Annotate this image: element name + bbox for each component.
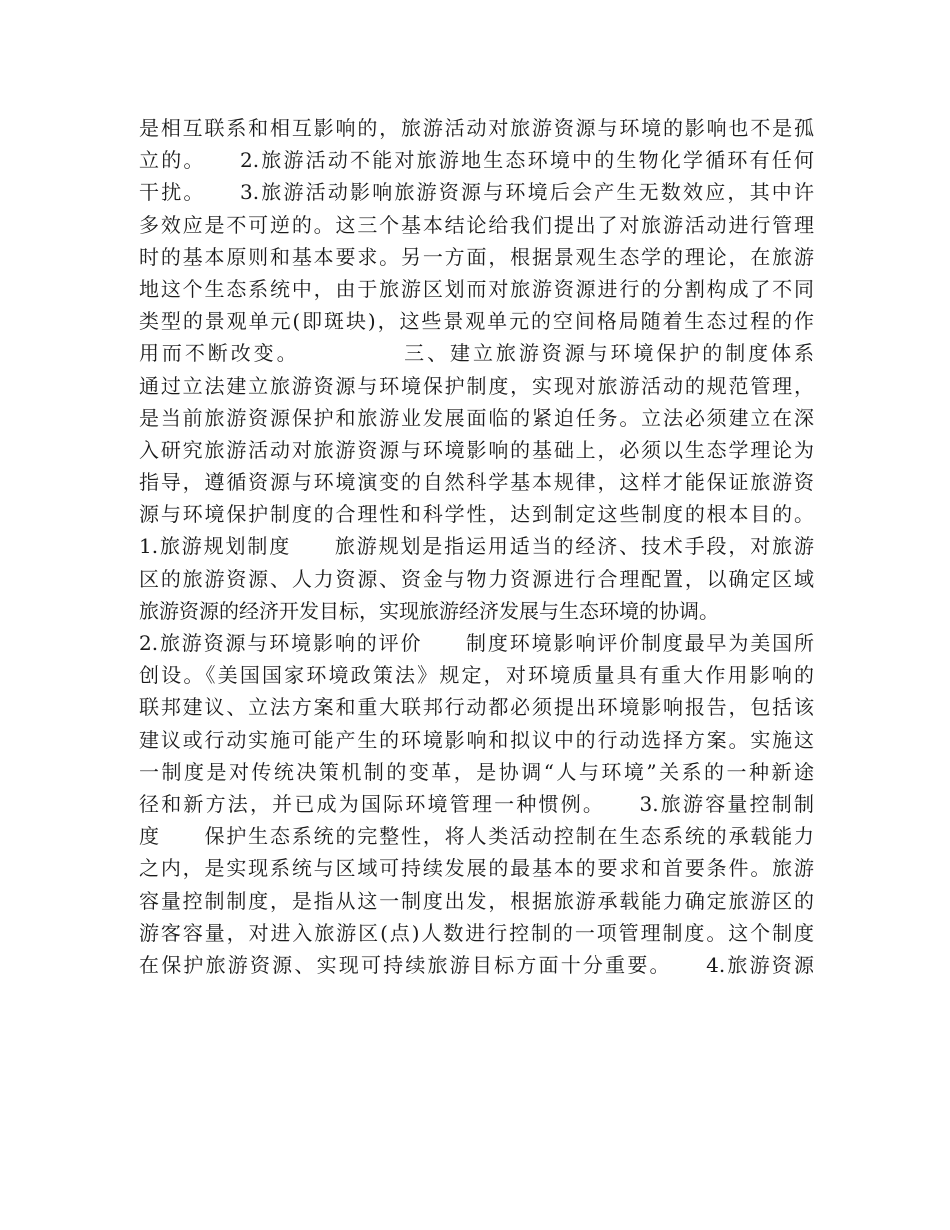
body-text bbox=[139, 112, 814, 981]
text-line: 通过立法建立旅游资源与环境保护制度，实现对旅游活动的规范管理， bbox=[139, 373, 814, 398]
text-line: 联邦建议、立法方案和重大联邦行动都必须提出环境影响报告，包括该 bbox=[139, 695, 814, 720]
text-line: 旅游资源的经济开发目标，实现旅游经济发展与生态环境的协调。 bbox=[139, 598, 719, 623]
text-line: 1.旅游规划制度 旅游规划是指运用适当的经济、技术手段，对旅游 bbox=[139, 534, 814, 559]
text-line: 地这个生态系统中，由于旅游区划而对旅游资源进行的分割构成了不同 bbox=[139, 276, 814, 301]
text-line: 游客容量，对进入旅游区(点)人数进行控制的一项管理制度。这个制度 bbox=[139, 920, 814, 945]
text-line: 建议或行动实施可能产生的环境影响和拟议中的行动选择方案。实施这 bbox=[139, 727, 814, 752]
text-line: 多效应是不可逆的。这三个基本结论给我们提出了对旅游活动进行管理 bbox=[139, 212, 814, 237]
text-line: 度 保护生态系统的完整性，将人类活动控制在生态系统的承载能力 bbox=[139, 824, 814, 849]
text-line: 入研究旅游活动对旅游资源与环境影响的基础上，必须以生态学理论为 bbox=[139, 437, 814, 462]
text-line: 类型的景观单元(即斑块)，这些景观单元的空间格局随着生态过程的作 bbox=[139, 309, 814, 334]
text-line: 是当前旅游资源保护和旅游业发展面临的紧迫任务。立法必须建立在深 bbox=[139, 405, 814, 430]
text-line: 容量控制制度，是指从这一制度出发，根据旅游承载能力确定旅游区的 bbox=[139, 888, 814, 913]
text-line: 用而不断改变。 三、建立旅游资源与环境保护的制度体系 bbox=[139, 341, 814, 366]
text-line: 源与环境保护制度的合理性和科学性，达到制定这些制度的根本目的。 bbox=[139, 502, 814, 527]
text-line: 时的基本原则和基本要求。另一方面，根据景观生态学的理论，在旅游 bbox=[139, 244, 814, 269]
text-line: 一制度是对传统决策机制的变革，是协调“人与环境”关系的一种新途 bbox=[139, 759, 814, 784]
text-line: 立的。 2.旅游活动不能对旅游地生态环境中的生物化学循环有任何 bbox=[139, 148, 814, 173]
text-line: 干扰。 3.旅游活动影响旅游资源与环境后会产生无数效应，其中许 bbox=[139, 180, 814, 205]
text-line: 径和新方法，并已成为国际环境管理一种惯例。 3.旅游容量控制制 bbox=[139, 791, 814, 816]
text-line: 在保护旅游资源、实现可持续旅游目标方面十分重要。 4.旅游资源 bbox=[139, 952, 814, 977]
text-line: 是相互联系和相互影响的，旅游活动对旅游资源与环境的影响也不是孤 bbox=[139, 116, 814, 140]
text-line: 区的旅游资源、人力资源、资金与物力资源进行合理配置，以确定区域 bbox=[139, 566, 814, 591]
text-line: 之内，是实现系统与区域可持续发展的最基本的要求和首要条件。旅游 bbox=[139, 856, 814, 881]
text-line: 创设。《美国国家环境政策法》规定，对环境质量具有重大作用影响的 bbox=[139, 663, 814, 688]
text-line: 指导，遵循资源与环境演变的自然科学基本规律，这样才能保证旅游资 bbox=[139, 470, 814, 495]
text-line: 2.旅游资源与环境影响的评价 制度环境影响评价制度最早为美国所 bbox=[139, 631, 814, 655]
